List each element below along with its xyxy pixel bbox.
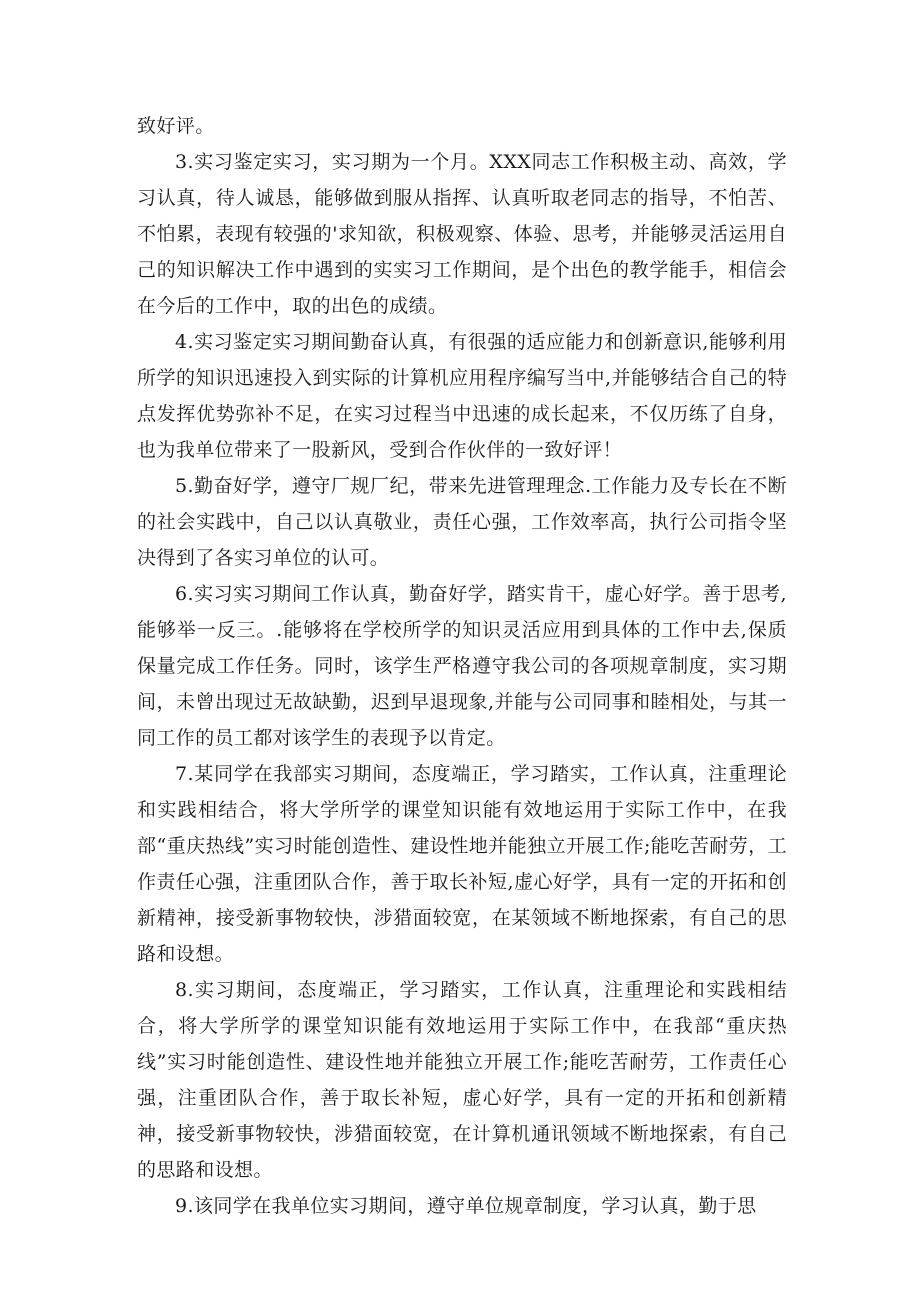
paragraph-item-5 xyxy=(137,468,787,576)
paragraph-text: .实习期间，态度端正，学习踏实，工作认真，注重理论和实践相结合，将大学所学的课堂知识能有效地运用于实际工作中，在我部“重庆热线”实习时能创造性、建设性地并能独立开展工作;能吃苦耐劳，工作责任心强，注重团队合作，善于取长补短，虚心好学，具有一定的开拓和创新精神，接受新事物较快，涉猎面较宽，在计算机通讯领域不断地探索，有自己的思路和设想。 xyxy=(137,979,787,1181)
paragraph-item-6 xyxy=(137,576,787,756)
paragraph-text: 致好评。 xyxy=(137,115,215,137)
paragraph-text: .实习鉴定实习期间勤奋认真，有很强的适应能力和创新意识,能够利用所学的知识迅速投入到实际的计算机应用程序编写当中,并能够结合自己的特点发挥优势弥补不足，在实习过程当中迅速的成长起来，不仅历练了自身，也为我单位带来了一股新风，受到合作伙伴的一致好评！ xyxy=(137,331,787,461)
paragraph-text: .某同学在我部实习期间，态度端正，学习踏实，工作认真，注重理论和实践相结合，将大学所学的课堂知识能有效地运用于实际工作中，在我部“重庆热线”实习时能创造性、建设性地并能独立开展工作;能吃苦耐劳，工作责任心强，注重团队合作，善于取长补短,虚心好学，具有一定的开拓和创新精神，接受新事物较快，涉猎面较宽，在某领域不断地探索，有自己的思路和设想。 xyxy=(137,763,787,965)
paragraph-number: 6 xyxy=(175,583,188,605)
paragraph-number: 5 xyxy=(175,475,188,497)
paragraph-item-9 xyxy=(137,1188,787,1224)
paragraph-item-7 xyxy=(137,756,787,972)
paragraph-continuation xyxy=(137,108,787,144)
paragraph-item-3 xyxy=(137,144,787,324)
document-body xyxy=(137,108,787,1224)
paragraph-number: 9 xyxy=(175,1195,188,1217)
paragraph-number: 4 xyxy=(175,331,188,353)
paragraph-item-8 xyxy=(137,972,787,1188)
paragraph-text: .该同学在我单位实习期间，遵守单位规章制度，学习认真，勤于思 xyxy=(187,1195,757,1217)
paragraph-text: .实习鉴定实习，实习期为一个月。XXX同志工作积极主动、高效，学习认真，待人诚恳，能够做到服从指挥、认真听取老同志的指导，不怕苦、不怕累，表现有较强的'求知欲，积极观察、体验、思考，并能够灵活运用自己的知识解决工作中遇到的实实习工作期间，是个出色的教学能手，相信会在今后的工作中，取的出色的成绩。 xyxy=(137,151,787,317)
paragraph-text: .勤奋好学，遵守厂规厂纪，带来先进管理理念.工作能力及专长在不断的社会实践中，自己以认真敬业，责任心强，工作效率高，执行公司指令坚决得到了各实习单位的认可。 xyxy=(137,475,787,569)
paragraph-number: 7 xyxy=(175,763,188,785)
paragraph-number: 8 xyxy=(175,979,188,1001)
paragraph-number: 3 xyxy=(175,151,188,173)
paragraph-item-4 xyxy=(137,324,787,468)
paragraph-text: .实习实习期间工作认真，勤奋好学，踏实肯干，虚心好学。善于思考,能够举一反三。.能够将在学校所学的知识灵活应用到具体的工作中去,保质保量完成工作任务。同时，该学生严格遵守我公司的各项规章制度，实习期间，未曾出现过无故缺勤，迟到早退现象,并能与公司同事和睦相处，与其一同工作的员工都对该学生的表现予以肯定。 xyxy=(137,583,787,749)
